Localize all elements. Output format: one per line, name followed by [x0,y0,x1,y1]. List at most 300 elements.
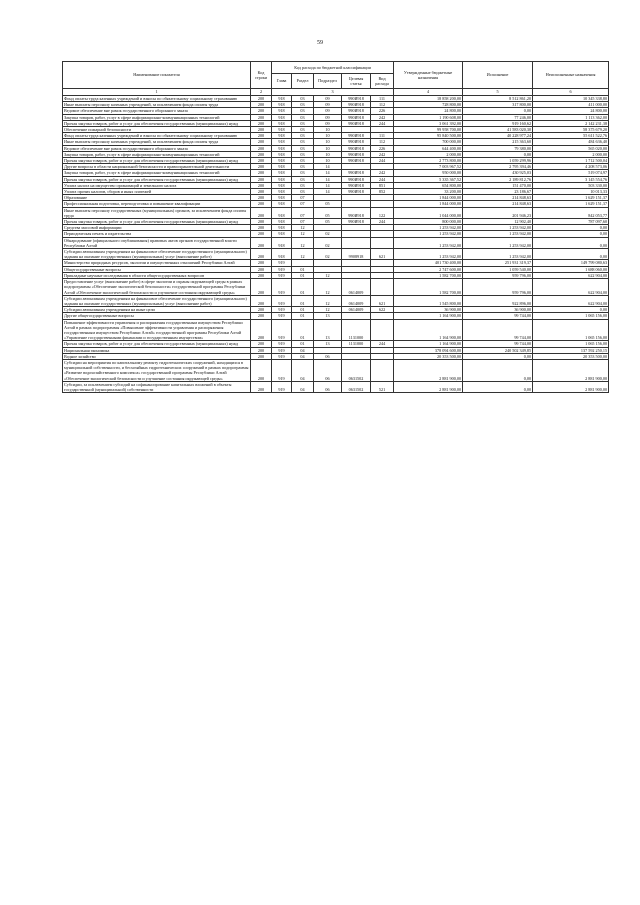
row-target: 0631502 [342,381,371,392]
row-name: Прочая закупка товаров, работ и услуг для обеспечения государственных (муниципальных) нужд [63,120,251,126]
row-code: 200 [251,170,272,176]
row-code: 200 [251,319,272,341]
row-name: Иные выплаты персоналу казенных учреждений, за исключением фонда оплаты труда [63,102,251,108]
header-chapter: Глава [272,74,292,89]
row-name: Прочая закупка товаров, работ и услуг для обеспечения государственных (муниципальных) нужд [63,219,251,225]
row-target: 990И918 [342,182,371,188]
row-subsection: 12 [314,279,342,296]
row-approved: 1 253 942,00 [394,249,463,260]
row-approved: 1 164 900,00 [394,319,463,341]
row-executed: 959 796,00 [463,279,533,296]
row-exp-type [371,279,394,296]
row-unexecuted: 1 065 156,00 [533,313,609,319]
row-subsection: 09 [314,96,342,102]
row-exp-type: 244 [371,158,394,164]
row-section: 04 [292,381,314,392]
row-subsection: 06 [314,353,342,359]
row-approved: 2 773 800,00 [394,158,463,164]
row-chapter: 918 [272,120,292,126]
row-unexecuted: 1 065 156,00 [533,319,609,341]
row-executed: 214 848,63 [463,201,533,207]
row-executed: 0,00 [463,151,533,157]
row-chapter: 918 [272,108,292,114]
row-exp-type: 111 [371,133,394,139]
row-subsection: 06 [314,381,342,392]
row-code: 200 [251,353,272,359]
row-executed: 240 502 349,85 [463,347,533,353]
row-unexecuted: 1 113 362,00 [533,114,609,120]
row-approved: 33 200,00 [394,189,463,195]
row-code: 200 [251,127,272,133]
row-exp-type: 242 [371,170,394,176]
row-code: 200 [251,272,272,278]
row-section: 01 [292,266,314,272]
row-section: 04 [292,353,314,359]
row-chapter: 919 [272,295,292,306]
row-subsection: 14 [314,170,342,176]
row-target: 990И918 [342,120,371,126]
row-exp-type: 112 [371,102,394,108]
row-executed: 0,00 [463,359,533,381]
row-target: 990И918 [342,108,371,114]
row-section: 03 [292,182,314,188]
row-executed: 77 246,00 [463,114,533,120]
row-section: 07 [292,207,314,218]
row-approved: 1 164 900,00 [394,313,463,319]
row-target: 0614009 [342,295,371,306]
header-target: Целевая статья [342,74,371,89]
row-approved: 3 061 392,00 [394,120,463,126]
row-unexecuted: 622 904,00 [533,295,609,306]
row-name: Закупка товаров, работ, услуг в сфере информационно-коммуникационных технологий [63,170,251,176]
row-section: 03 [292,139,314,145]
row-approved: 2 881 900,00 [394,359,463,381]
row-target: 1131000 [342,341,371,347]
row-name: Уплата налога на имущество организаций и земельного налога [63,182,251,188]
row-chapter: 918 [272,231,292,237]
row-chapter: 919 [272,260,292,266]
row-chapter: 919 [272,272,292,278]
header-unexecuted: Неисполненные назначения [533,62,609,89]
row-chapter: 918 [272,249,292,260]
row-name: Обеспечение пожарной безопасности [63,127,251,133]
row-subsection: 14 [314,176,342,182]
row-name: Закупка товаров, работ, услуг в сфере информационно-коммуникационных технологий [63,151,251,157]
row-unexecuted: 58 375 679,20 [533,127,609,133]
row-code: 200 [251,201,272,207]
row-section: 12 [292,249,314,260]
table-row [63,237,609,248]
row-executed: 1 059 540,00 [463,266,533,272]
row-exp-type: 851 [371,182,394,188]
header-section: Раздел [292,74,314,89]
row-name: Национальная экономика [63,347,251,353]
row-approved: 2 000,00 [394,151,463,157]
row-exp-type: 244 [371,176,394,182]
row-name: Ведомое обеспечение вне рамок государственного оборонного заказа [63,108,251,114]
row-code: 200 [251,381,272,392]
row-approved: 1 190 608,00 [394,114,463,120]
row-code: 200 [251,164,272,170]
row-unexecuted: 1 065 156,00 [533,341,609,347]
row-subsection: 14 [314,182,342,188]
row-section: 03 [292,189,314,195]
row-approved: 1 582 700,00 [394,272,463,278]
page-number: 59 [317,40,323,46]
row-name: Субсидии автономным учреждениям на иные цели [63,307,251,313]
row-chapter: 918 [272,170,292,176]
row-executed: 201 946,23 [463,207,533,218]
row-executed: 214 848,63 [463,195,533,201]
row-unexecuted: 2 881 900,00 [533,381,609,392]
row-unexecuted: 0,00 [533,307,609,313]
row-subsection: 02 [314,231,342,237]
row-approved: 2 747 600,00 [394,266,463,272]
row-subsection: 10 [314,133,342,139]
row-chapter: 918 [272,182,292,188]
row-section: 03 [292,133,314,139]
table-row [63,295,609,306]
row-code: 200 [251,219,272,225]
row-code: 200 [251,260,272,266]
row-target: 990И918 [342,158,371,164]
row-approved: 728 800,00 [394,102,463,108]
row-chapter: 919 [272,313,292,319]
row-name: Прикладные научные исследования в области общегосударственных вопросов [63,272,251,278]
row-target: 0631502 [342,359,371,381]
row-code: 200 [251,207,272,218]
row-subsection: 14 [314,189,342,195]
row-target: 990И918 [342,102,371,108]
row-subsection: 12 [314,307,342,313]
row-target: 990И918 [342,176,371,182]
row-code: 200 [251,108,272,114]
row-executed: 99 744,00 [463,341,533,347]
row-code: 200 [251,237,272,248]
row-code: 200 [251,231,272,237]
row-section: 12 [292,225,314,231]
row-approved: 1 253 942,00 [394,231,463,237]
row-unexecuted: 10 013,33 [533,189,609,195]
row-executed: 959 796,00 [463,272,533,278]
row-approved: 1 253 942,00 [394,225,463,231]
row-name: Водное хозяйство [63,353,251,359]
row-target: 9908918 [342,249,371,260]
table-row [63,319,609,341]
row-target: 990И918 [342,114,371,120]
row-unexecuted: 1 629 151,37 [533,195,609,201]
row-executed: 8 512 861,20 [463,96,533,102]
row-target: 1131000 [342,319,371,341]
row-chapter: 918 [272,189,292,195]
row-subsection: 10 [314,145,342,151]
row-subsection: 09 [314,102,342,108]
row-subsection: 10 [314,158,342,164]
row-section: 03 [292,158,314,164]
row-chapter: 918 [272,114,292,120]
row-code: 200 [251,114,272,120]
row-name: Обнародование (официального опубликования) правовых актов органов государственной власти Республики Алтай [63,237,251,248]
row-unexecuted: 10 345 338,80 [533,96,609,102]
row-chapter: 919 [272,307,292,313]
row-target: 990И918 [342,96,371,102]
row-exp-type: 242 [371,114,394,120]
row-unexecuted: 0,00 [533,249,609,260]
row-name: Субсидии, за исключением субсидий на софинансирование капитальных вложений в объекты государственной (муниципальной) собственности [63,381,251,392]
row-code: 200 [251,225,272,231]
row-target: 990И918 [342,133,371,139]
row-section: 03 [292,114,314,120]
row-executed: 430 925,03 [463,170,533,176]
row-executed: 1 253 942,00 [463,231,533,237]
row-name: Другие общегосударственные вопросы [63,313,251,319]
row-exp-type: 621 [371,295,394,306]
row-unexecuted: 24 800,00 [533,108,609,114]
row-unexecuted: 55 611 522,76 [533,133,609,139]
row-executed: 40 228 977,24 [463,133,533,139]
row-approved: 1 844 000,00 [394,201,463,207]
row-name: Общегосударственные вопросы [63,266,251,272]
row-executed: 1 253 942,00 [463,249,533,260]
row-subsection: 02 [314,237,342,248]
row-chapter: 918 [272,195,292,201]
row-unexecuted: 2 142 231,38 [533,120,609,126]
row-code: 200 [251,359,272,381]
row-chapter: 919 [272,319,292,341]
row-unexecuted: 1 712 500,04 [533,158,609,164]
row-approved: 1 164 900,00 [394,341,463,347]
row-unexecuted: 0,00 [533,237,609,248]
row-section: 01 [292,307,314,313]
column-index-row [63,89,609,96]
row-unexecuted: 519 074,97 [533,170,609,176]
row-code: 200 [251,279,272,296]
row-exp-type: 242 [371,151,394,157]
row-target: 990И918 [342,170,371,176]
row-exp-type: 521 [371,381,394,392]
row-code: 200 [251,96,272,102]
row-section: 03 [292,120,314,126]
row-exp-type: 112 [371,139,394,145]
row-code: 200 [251,313,272,319]
column-index: 5 [463,89,533,96]
row-chapter: 918 [272,145,292,151]
row-target: 0614009 [342,279,371,296]
row-subsection: 13 [314,341,342,347]
row-approved: 700 000,00 [394,139,463,145]
column-index: 2 [251,89,272,96]
row-code: 200 [251,307,272,313]
row-executed: 317 800,00 [463,102,533,108]
row-approved: 20 353 500,00 [394,353,463,359]
row-target: 990И918 [342,151,371,157]
row-section: 03 [292,102,314,108]
row-unexecuted: 787 097,60 [533,219,609,225]
row-chapter: 919 [272,347,292,353]
row-exp-type: 226 [371,108,394,114]
row-section: 01 [292,295,314,306]
row-subsection: 13 [314,313,342,319]
row-section: 07 [292,219,314,225]
row-section: 04 [292,347,314,353]
row-executed: 1 253 942,00 [463,225,533,231]
row-subsection: 10 [314,139,342,145]
row-exp-type [371,237,394,248]
row-target: 990И918 [342,207,371,218]
row-section: 01 [292,313,314,319]
row-section: 03 [292,145,314,151]
row-unexecuted: 2 881 900,00 [533,359,609,381]
row-approved: 401 730 400,00 [394,260,463,266]
row-unexecuted: 0,00 [533,225,609,231]
row-chapter: 919 [272,266,292,272]
row-executed: 0,00 [463,108,533,114]
row-approved: 950 000,00 [394,170,463,176]
row-name: Субсидии на мероприятия по капитальному ремонту гидротехнических сооружений, находящихся в муниципальной собственности, и бесхозяйных гидротехнических сооружений в рамках подпрограммы «Развитие водохозяйственного комплекса» государственной программы Республики Алтай «Обеспечение экологической безопасности и улучшение состояния окружающей среды» [63,359,251,381]
row-subsection: 09 [314,114,342,120]
budget-execution-table [62,61,609,393]
row-unexecuted: 3 145 554,76 [533,176,609,182]
row-name: Прочая закупка товаров, работ и услуг для обеспечения государственных (муниципальных) нужд [63,341,251,347]
row-unexecuted: 149 799 080,63 [533,260,609,266]
row-target: 990И918 [342,139,371,145]
table-header-row [63,62,609,74]
row-exp-type [371,319,394,341]
row-approved: 99 958 700,00 [394,127,463,133]
table-row [63,207,609,218]
row-name: Фонд оплаты труда казенных учреждений и взносы по обязательному социальному страхованию [63,96,251,102]
row-name: Закупка товаров, работ, услуг в сфере информационно-коммуникационных технологий [63,114,251,120]
table-row [63,381,609,392]
row-section: 03 [292,108,314,114]
row-section: 03 [292,176,314,182]
row-executed: 215 363,60 [463,139,533,145]
row-approved: 1 582 700,00 [394,279,463,296]
row-chapter: 918 [272,158,292,164]
row-target [342,237,371,248]
row-target: 0614009 [342,307,371,313]
row-section: 01 [292,272,314,278]
row-approved: 24 800,00 [394,108,463,114]
row-approved: 7 003 967,52 [394,164,463,170]
row-exp-type: 622 [371,307,394,313]
table-row [63,359,609,381]
row-executed: 36 900,00 [463,307,533,313]
row-approved: 95 840 500,00 [394,133,463,139]
row-unexecuted: 2 000,00 [533,151,609,157]
row-subsection: 02 [314,249,342,260]
row-unexecuted: 4 208 573,06 [533,164,609,170]
row-name: Образование [63,195,251,201]
row-chapter: 918 [272,176,292,182]
row-section: 07 [292,195,314,201]
row-code: 200 [251,195,272,201]
row-section: 01 [292,319,314,341]
row-executed: 1 253 942,00 [463,237,533,248]
row-subsection: 09 [314,120,342,126]
row-approved: 644 400,00 [394,145,463,151]
row-subsection: 12 [314,272,342,278]
row-code: 200 [251,120,272,126]
column-index: 1 [63,89,251,96]
table-row [63,249,609,260]
row-section: 03 [292,127,314,133]
row-chapter: 918 [272,133,292,139]
row-section: 01 [292,279,314,296]
row-name: Иные выплаты персоналу государственных (муниципальных) органов, за исключением фонда оплаты труда [63,207,251,218]
row-section: 07 [292,201,314,207]
row-code: 200 [251,189,272,195]
row-chapter: 918 [272,207,292,218]
row-chapter: 919 [272,381,292,392]
row-subsection: 13 [314,319,342,341]
row-approved: 378 094 600,00 [394,347,463,353]
table-row [63,279,609,296]
row-name: Повышение эффективности управления и распоряжения государственным имуществом Республики Алтай в рамках подпрограммы «Повышение эффективности управления и распоряжения государственным имуществом Республики Алтай» государственной программы Республики Алтай «Управление государственными финансами и государственным имуществом» [63,319,251,341]
row-approved: 2 881 900,00 [394,381,463,392]
row-name: Субсидии автономным учреждениям на финансовое обеспечение государственного (муниципального) задания на оказание государственных (муниципальных) услуг (выполнение работ) [63,249,251,260]
header-code: Код строки [251,62,272,89]
row-unexecuted: 565 020,00 [533,145,609,151]
row-section: 03 [292,170,314,176]
row-target: 990И918 [342,189,371,195]
row-executed: 41 583 020,30 [463,127,533,133]
row-approved: 1 044 000,00 [394,207,463,218]
row-section: 03 [292,151,314,157]
row-executed: 2 189 812,76 [463,176,533,182]
row-unexecuted: 503 330,00 [533,182,609,188]
row-executed: 922 896,00 [463,295,533,306]
row-name: Прочая закупка товаров, работ и услуг для обеспечения государственных (муниципальных) нужд [63,158,251,164]
row-code: 200 [251,151,272,157]
row-code: 200 [251,182,272,188]
row-exp-type: 244 [371,219,394,225]
row-subsection: 14 [314,164,342,170]
row-chapter: 919 [272,353,292,359]
row-exp-type: 852 [371,189,394,195]
row-executed: 79 380,00 [463,145,533,151]
row-name: Иные выплаты персоналу казенных учреждений, за исключением фонда оплаты труда [63,139,251,145]
row-executed: 0,00 [463,381,533,392]
row-code: 200 [251,341,272,347]
row-chapter: 918 [272,96,292,102]
row-unexecuted: 411 000,00 [533,102,609,108]
row-executed: 0,00 [463,353,533,359]
row-name: Профессиональная подготовка, переподготовка и повышение квалификации [63,201,251,207]
row-executed: 12 902,40 [463,219,533,225]
row-chapter: 918 [272,127,292,133]
row-approved: 1 253 942,00 [394,237,463,248]
row-exp-type [371,359,394,381]
row-executed: 99 744,00 [463,313,533,319]
row-subsection: 06 [314,359,342,381]
row-code: 200 [251,139,272,145]
row-executed: 23 186,67 [463,189,533,195]
row-subsection: 05 [314,219,342,225]
row-name: Предоставление услуг (выполнение работ) в сфере экологии и охраны окружающей среды в рамках подпрограммы «Обеспечение экологической безопасности» государственной программы Республики Алтай «Обеспечение экологической безопасности и улучшение состояния окружающей среды» [63,279,251,296]
row-chapter: 918 [272,219,292,225]
row-subsection: 05 [314,207,342,218]
row-name: Субсидии автономным учреждениям на финансовое обеспечение государственного (муниципального) задания на оказание государственных (муниципальных) услуг (выполнение работ) [63,295,251,306]
row-unexecuted: 622 904,00 [533,279,609,296]
column-index: 3 [272,89,394,96]
row-name: Средства массовой информации [63,225,251,231]
row-unexecuted: 0,00 [533,231,609,237]
row-name: Прочая закупка товаров, работ и услуг для обеспечения государственных (муниципальных) нужд [63,176,251,182]
row-chapter: 918 [272,102,292,108]
row-code: 200 [251,176,272,182]
row-executed: 99 744,00 [463,319,533,341]
